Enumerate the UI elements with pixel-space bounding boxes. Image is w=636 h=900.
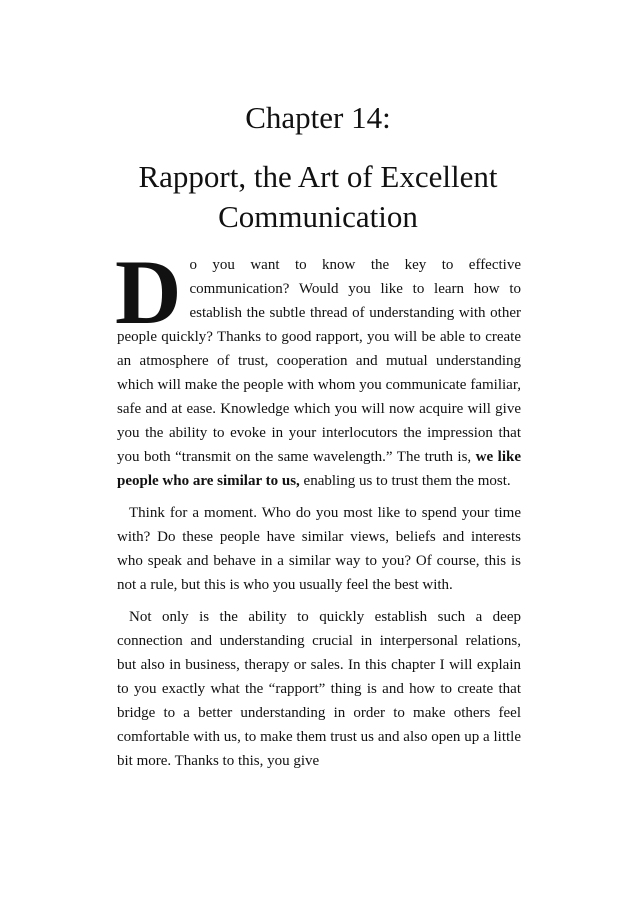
drop-cap-letter: D (115, 241, 182, 343)
chapter-title-line-1: Rapport, the Art of Excellent (138, 159, 498, 194)
paragraph-1-bold-phrase: we like people who are similar to us, (117, 449, 521, 489)
chapter-number-heading: Chapter 14: (245, 100, 391, 135)
paragraph-1-lead: o you want to know the key to effective communication? Would you like to learn how to establish the subtle thread of understanding with other people quickly? Thanks to good rapport, you will be able to create an atmosphere of trust, cooperation and mutual understanding which will make the people with whom you communicate familiar, safe and at ease. Knowledge which you will now acquire will give you the ability to evoke in your interlocutors the impression that you both “transmit on the same wavelength.” The truth is, (117, 257, 521, 465)
chapter-title-line-2: Communication (218, 199, 418, 234)
chapter-body (115, 241, 521, 773)
paragraph-1-tail: enabling us to trust them the most. (299, 473, 511, 489)
chapter-title-heading (100, 157, 536, 237)
paragraph-3: Not only is the ability to quickly establish such a deep connection and understanding crucial in interpersonal relations, but also in business, therapy or sales. In this chapter I will explain to you exactly what the “rapport” thing is and how to create that bridge to a better understanding in order to make others feel comfortable with us, to make them trust us and also open up a little bit more. Thanks to this, you give (117, 609, 521, 769)
paragraph-1 (115, 241, 521, 493)
paragraph-2: Think for a moment. Who do you most like to spend your time with? Do these people have similar views, beliefs and interests who speak and behave in a similar way to you? Of course, this is not a rule, but this is who you usually feel the best with. (117, 505, 521, 593)
